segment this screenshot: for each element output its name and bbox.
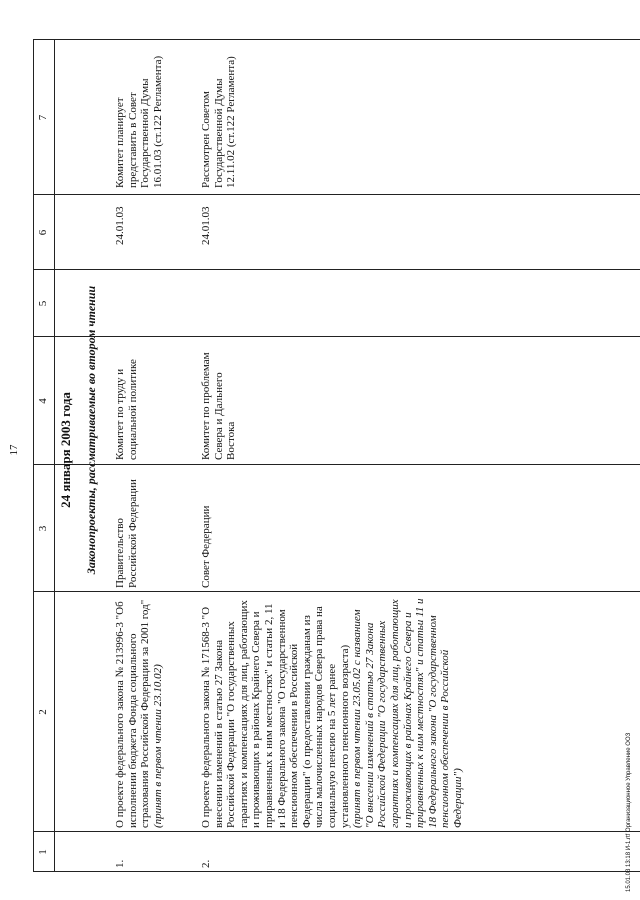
table-border-left [33,871,640,872]
footer-file-info: 15.01.03 13:18 И-1.rtf Организационное Управление ООЗ [626,732,632,892]
bill-title-text: О проекте федерального закона № 171568-3 "О внесении изменений в статью 27 Закона Российской Федерации "О государственных гарантиях и компенсациях для лиц, работающих и проживающих в районах Крайнего Севера и приравненных к ним местностях" и статьи 2, 11 и 18 Федерального закона "О государственном пенсионном обеспечении в Российской Федерации" (о предоставлении гражданам из числа малочисленных народов Севера права на социальную пенсию на 5 лет ранее установленного пенсионного возраста) [200,600,351,828]
column-divider [33,464,640,465]
column-header: 6 [37,229,49,236]
bill-note: (принят в первом чтении 23.05.02 с названием "О внесении изменений в статью 27 Закона Российской Федерации "О государственных гарантиях и компенсациях для лиц, работающих и проживающих в районах Крайнего Севера и приравненных к ним местностях" и статьи 11 и 18 Федерального закона "О государственном пенсионном обеспечении в Российской Федерации") [351,598,464,828]
page-number: 17 [8,444,20,456]
initiator: Правительство Российской Федерации [114,479,139,588]
review-date: 24.01.03 [114,206,126,245]
bill-title [200,596,464,828]
column-divider [33,831,640,832]
bill-note: (принят в первом чтении 23.10.02) [151,664,164,828]
column-divider [33,336,640,337]
column-header: 1 [37,849,49,855]
column-divider [33,591,640,592]
header-divider [54,40,55,872]
column-header: 3 [37,525,49,532]
column-header: 5 [37,300,49,307]
bill-title-text: О проекте федерального закона № 213996-3 "Об исполнении бюджета Фонда социального страхования Российской Федерации за 2001 год" [114,599,152,828]
column-header: 7 [37,114,49,121]
initiator: Совет Федерации [200,505,212,588]
table-border-right [33,39,640,40]
row-number: 2. [200,859,212,868]
column-header: 4 [37,398,49,404]
section-heading: Законопроекты, рассматриваемые во втором чтении [84,285,98,575]
remark: Комитет планирует представить в Совет Государственной Думы 16.01.03 (ст.122 Регламента) [114,55,164,188]
date-heading: 24 января 2003 года [58,392,73,508]
remark: Рассмотрен Советом Государственной Думы 12.11.02 (ст.122 Регламента) [200,56,238,188]
column-divider [33,269,640,270]
committee: Комитет по проблемам Севера и Дальнего Востока [200,352,238,460]
bill-title [114,596,164,828]
committee: Комитет по труду и социальной политике [114,359,139,460]
row-number: 1. [114,859,126,868]
review-date: 24.01.03 [200,206,212,245]
column-header: 2 [37,709,49,715]
